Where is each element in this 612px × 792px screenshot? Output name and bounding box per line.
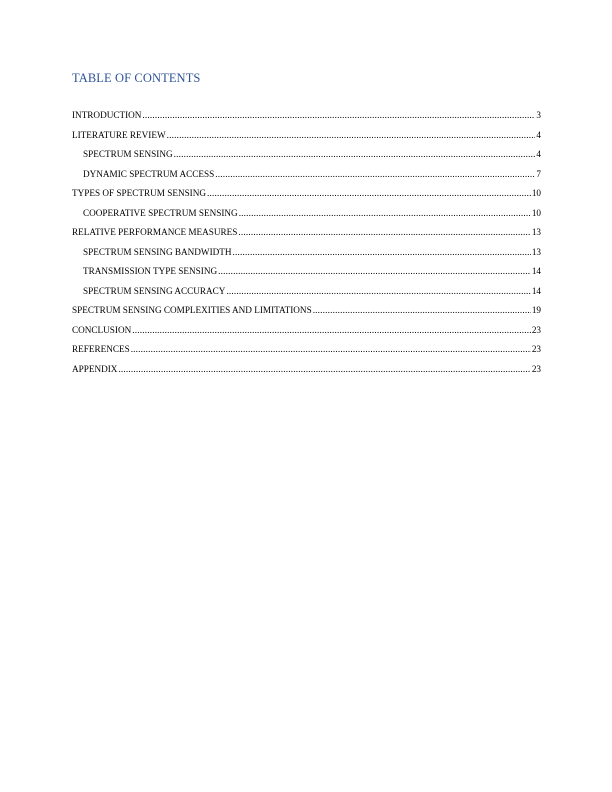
toc-dot-leader <box>174 149 536 159</box>
toc-dot-leader <box>207 188 531 198</box>
toc-entry-introduction[interactable] <box>72 110 541 130</box>
toc-entry-title: TRANSMISSION TYPE SENSING <box>83 266 218 276</box>
toc-entry-title: INTRODUCTION <box>72 110 142 120</box>
toc-heading: TABLE OF CONTENTS <box>72 71 201 85</box>
toc-dot-leader <box>142 110 535 120</box>
toc-entry-page: 4 <box>536 129 541 140</box>
toc-entry-title: CONCLUSION <box>72 324 132 335</box>
toc-entry-title: REFERENCES <box>72 344 130 354</box>
toc-entry-relative-performance-measures[interactable] <box>72 227 541 247</box>
toc-entry-page: 14 <box>531 266 541 276</box>
toc-entry-page: 23 <box>531 344 541 354</box>
toc-entry-page: 23 <box>531 324 541 335</box>
toc-entry-title: COOPERATIVE SPECTRUM SENSING <box>83 207 238 218</box>
toc-entry-appendix[interactable] <box>72 364 541 384</box>
toc-dot-leader <box>218 266 531 276</box>
toc-entry-title: SPECTRUM SENSING <box>83 149 173 159</box>
toc-entry-types-of-spectrum-sensing[interactable] <box>72 188 541 208</box>
toc-entry-transmission-type-sensing[interactable] <box>72 266 541 286</box>
toc-entry-title: RELATIVE PERFORMANCE MEASURES <box>72 227 238 237</box>
toc-entry-title: SPECTRUM SENSING ACCURACY <box>83 285 226 296</box>
toc-dot-leader <box>239 208 531 218</box>
toc-entry-dynamic-spectrum-access[interactable] <box>72 169 541 189</box>
toc-entry-literature-review[interactable] <box>72 130 541 150</box>
toc-dot-leader <box>132 325 531 335</box>
toc-entry-title: SPECTRUM SENSING BANDWIDTH <box>83 246 232 257</box>
toc-dot-leader <box>167 130 536 140</box>
toc-entry-title: LITERATURE REVIEW <box>72 129 166 140</box>
toc-entry-page: 13 <box>531 227 541 237</box>
toc-dot-leader <box>238 227 530 237</box>
toc-entry-page: 4 <box>536 149 541 159</box>
toc-entry-page: 10 <box>531 207 541 218</box>
toc-entry-page: 23 <box>531 363 541 374</box>
toc-entry-page: 3 <box>536 110 541 120</box>
toc-entry-spectrum-sensing-bandwidth[interactable] <box>72 247 541 267</box>
toc-dot-leader <box>215 169 535 179</box>
toc-entry-spectrum-sensing-accuracy[interactable] <box>72 286 541 306</box>
toc-entry-complexities-and-limitations[interactable] <box>72 305 541 325</box>
toc-entry-page: 13 <box>531 246 541 257</box>
toc-dot-leader <box>233 247 531 257</box>
toc-dot-leader <box>118 364 530 374</box>
toc-entry-page: 7 <box>536 168 541 179</box>
toc-entry-title: APPENDIX <box>72 363 118 374</box>
toc-entry-title: SPECTRUM SENSING COMPLEXITIES AND LIMITATIONS <box>72 305 312 315</box>
toc-entry-page: 10 <box>531 188 541 198</box>
toc-dot-leader <box>226 286 530 296</box>
toc-list <box>72 110 541 383</box>
toc-dot-leader <box>313 305 531 315</box>
toc-entry-conclusion[interactable] <box>72 325 541 345</box>
toc-entry-spectrum-sensing[interactable] <box>72 149 541 169</box>
toc-entry-page: 14 <box>531 285 541 296</box>
toc-entry-title: TYPES OF SPECTRUM SENSING <box>72 188 207 198</box>
toc-dot-leader <box>131 344 531 354</box>
toc-entry-page: 19 <box>531 305 541 315</box>
toc-entry-cooperative-spectrum-sensing[interactable] <box>72 208 541 228</box>
toc-entry-title: DYNAMIC SPECTRUM ACCESS <box>83 168 215 179</box>
toc-entry-references[interactable] <box>72 344 541 364</box>
